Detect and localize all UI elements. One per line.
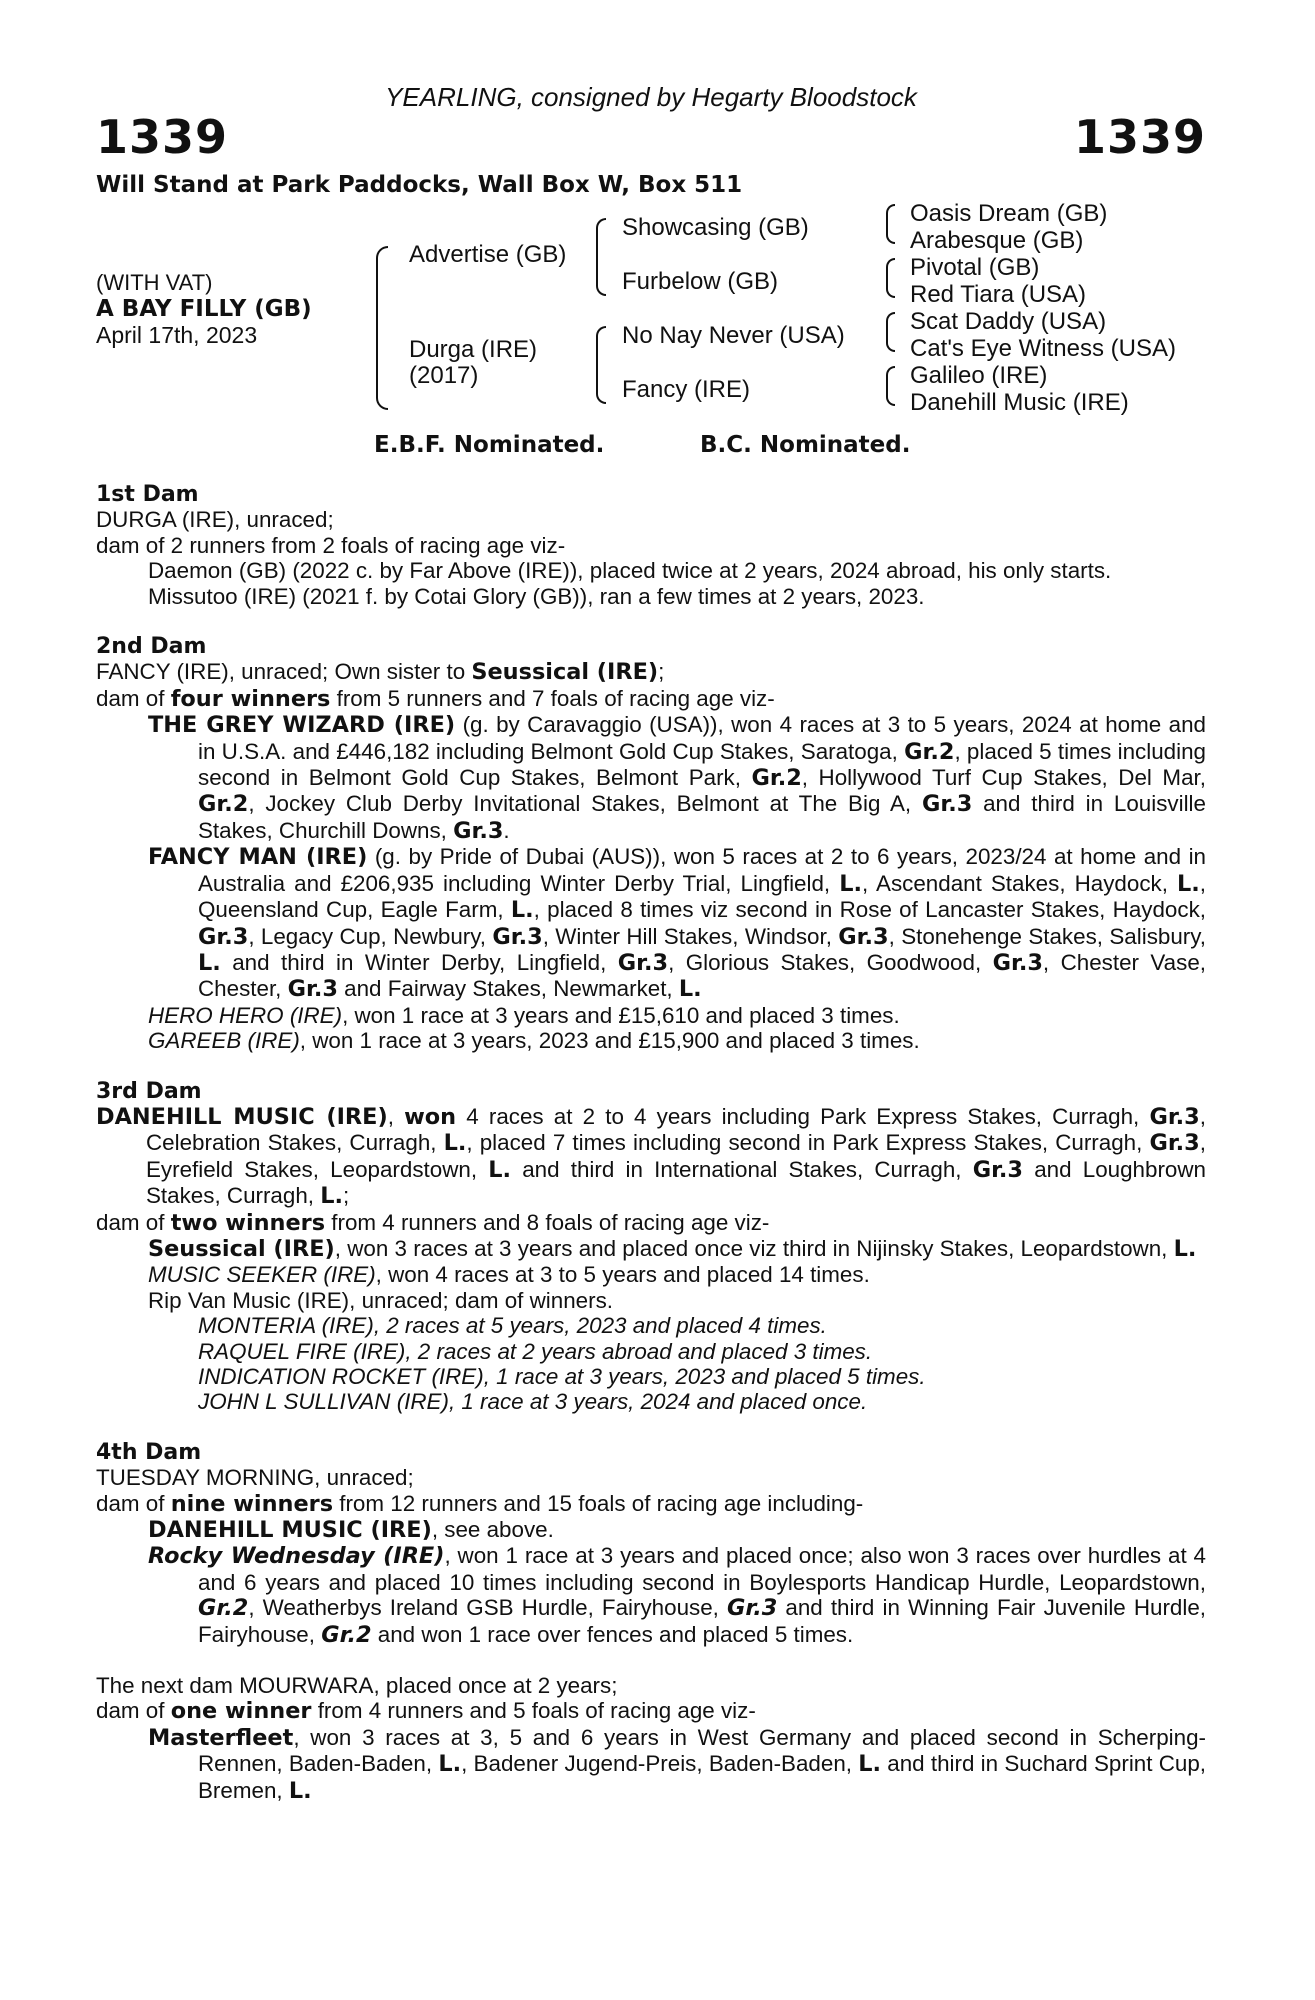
pedigree-sire-dam: Furbelow (GB) [622, 268, 779, 295]
third-dam-line: DANEHILL MUSIC (IRE), won 4 races at 2 to 4 years including Park Express Stakes, Curragh, Gr.3, Celebration Stakes, Curragh, L., placed 7 times including second in Park Express Stakes, Curragh, Gr.3, Eyrefield Stakes, Leopardstown, L. and third in International Stakes, Curragh, Gr.3 and Loughbrown Stakes, Curragh, L.; [96, 1103, 1206, 1210]
produce-daemon: Daemon (GB) (2022 c. by Far Above (IRE)), placed twice at 2 years, 2024 abroad, his only starts. [148, 558, 1112, 584]
first-dam-section [96, 482, 1206, 609]
lot-number-left: 1339 [96, 110, 229, 164]
lot-number-right: 1339 [1073, 110, 1206, 164]
produce-the-grey-wizard: THE GREY WIZARD (IRE) (g. by Caravaggio (USA)), won 4 races at 3 to 5 years, 2024 at home and in U.S.A. and £446,182 including Belmont Gold Cup Stakes, Saratoga, Gr.2, placed 5 times including second in Belmont Gold Cup Stakes, Belmont Park, Gr.2, Hollywood Turf Cup Stakes, Del Mar, Gr.2, Jockey Club Derby Invitational Stakes, Belmont at The Big A, Gr.3 and third in Louisville Stakes, Churchill Downs, Gr.3. [148, 712, 1207, 844]
third-dam-heading: 3rd Dam [96, 1078, 202, 1104]
second-dam-line: FANCY (IRE), unraced; Own sister to Seussical (IRE); [96, 659, 665, 686]
ebf-nominated: E.B.F. Nominated. [374, 432, 605, 458]
produce-indication-rocket: INDICATION ROCKET (IRE), 1 race at 3 years, 2023 and placed 5 times. [198, 1364, 926, 1389]
horse-name: A BAY FILLY (GB) [96, 296, 312, 322]
pedigree-dam: Durga (IRE) [409, 336, 538, 363]
fourth-dam-foals: dam of nine winners from 12 runners and 15 foals of racing age including- [96, 1490, 864, 1517]
fourth-dam-heading: 4th Dam [96, 1439, 202, 1465]
next-dam-section [96, 1673, 1206, 1804]
produce-seussical: Seussical (IRE), won 3 races at 3 years and placed once viz third in Nijinsky Stakes, Leopardstown, L. [148, 1235, 1197, 1262]
produce-danehill-music: DANEHILL MUSIC (IRE), see above. [148, 1517, 554, 1544]
produce-fancy-man: FANCY MAN (IRE) (g. by Pride of Dubai (AUS)), won 5 races at 2 to 6 years, 2023/24 at home and in Australia and £206,935 including Winter Derby Trial, Lingfield, L., Ascendant Stakes, Haydock, L., Queensland Cup, Eagle Farm, L., placed 8 times viz second in Rose of Lancaster Stakes, Haydock, Gr.3, Legacy Cup, Newbury, Gr.3, Winter Hill Stakes, Windsor, Gr.3, Stonehenge Stakes, Salisbury, L. and third in Winter Derby, Lingfield, Gr.3, Glorious Stakes, Goodwood, Gr.3, Chester Vase, Chester, Gr.3 and Fairway Stakes, Newmarket, L. [148, 844, 1207, 1003]
third-dam-section [96, 1079, 1206, 1415]
pedigree-dss: Scat Daddy (USA) [910, 308, 1107, 335]
pedigree-ddd: Danehill Music (IRE) [910, 389, 1129, 416]
produce-rocky-wednesday: Rocky Wednesday (IRE), won 1 race at 3 years and placed once; also won 3 races over hurdles at 4 and 6 years and placed 10 times including second in Boylesports Handicap Hurdle, Leopardstown, Gr.2, Weatherbys Ireland GSB Hurdle, Fairyhouse, Gr.3 and third in Winning Fair Juvenile Hurdle, Fairyhouse, Gr.2 and won 1 race over fences and placed 5 times. [148, 1543, 1207, 1648]
vat-note: (WITH VAT) [96, 270, 213, 295]
pedigree-brace-sd [886, 258, 895, 298]
pedigree-dam-dam: Fancy (IRE) [622, 376, 751, 403]
pedigree-sss: Oasis Dream (GB) [910, 200, 1108, 227]
fourth-dam-line: TUESDAY MORNING, unraced; [96, 1465, 414, 1491]
second-dam-section [96, 634, 1206, 1054]
pedigree-dam-sire: No Nay Never (USA) [622, 322, 845, 349]
pedigree-ssd: Arabesque (GB) [910, 227, 1084, 254]
next-dam-foals: dam of one winner from 4 runners and 5 foals of racing age viz- [96, 1698, 756, 1725]
fourth-dam-section [96, 1440, 1206, 1648]
produce-hero-hero: HERO HERO (IRE), won 1 race at 3 years and £15,610 and placed 3 times. [148, 1002, 900, 1028]
produce-gareeb: GAREEB (IRE), won 1 race at 3 years, 2023 and £15,900 and placed 3 times. [148, 1028, 920, 1054]
first-dam-line: DURGA (IRE), unraced; [96, 507, 334, 533]
pedigree-sds: Pivotal (GB) [910, 254, 1040, 281]
pedigree-brace-sire [596, 218, 606, 296]
pedigree-brace-main [376, 246, 388, 410]
produce-missutoo: Missutoo (IRE) (2021 f. by Cotai Glory (GB)), ran a few times at 2 years, 2023. [148, 583, 925, 609]
pedigree-sdd: Red Tiara (USA) [910, 281, 1087, 308]
pedigree-brace-ds [886, 312, 895, 352]
second-dam-foals: dam of four winners from 5 runners and 7 foals of racing age viz- [96, 685, 775, 712]
pedigree-dsd: Cat's Eye Witness (USA) [910, 335, 1176, 362]
produce-music-seeker: MUSIC SEEKER (IRE), won 4 races at 3 to 5 years and placed 14 times. [148, 1262, 870, 1288]
produce-monteria: MONTERIA (IRE), 2 races at 5 years, 2023 and placed 4 times. [198, 1313, 827, 1339]
second-dam-heading: 2nd Dam [96, 634, 207, 660]
pedigree-brace-dam [596, 326, 606, 404]
pedigree-dam-year: (2017) [409, 362, 479, 389]
third-dam-foals: dam of two winners from 4 runners and 8 foals of racing age viz- [96, 1209, 770, 1236]
pedigree-sire: Advertise (GB) [409, 241, 567, 268]
produce-masterfleet: Masterfleet, won 3 races at 3, 5 and 6 years in West Germany and placed second in Scherping-Rennen, Baden-Baden, L., Badener Jugend-Preis, Baden-Baden, L. and third in Suchard Sprint Cup, Bremen, L. [148, 1724, 1206, 1804]
bc-nominated: B.C. Nominated. [700, 432, 911, 458]
next-dam-line: The next dam MOURWARA, placed once at 2 years; [96, 1673, 618, 1699]
pedigree-sire-sire: Showcasing (GB) [622, 214, 809, 241]
produce-rip-van-music: Rip Van Music (IRE), unraced; dam of winners. [148, 1287, 613, 1313]
consignor-header: YEARLING, consigned by Hegarty Bloodstock [385, 82, 917, 112]
pedigree-dds: Galileo (IRE) [910, 362, 1048, 389]
stand-location: Will Stand at Park Paddocks, Wall Box W, Box 511 [96, 172, 743, 198]
first-dam-foals: dam of 2 runners from 2 foals of racing age viz- [96, 532, 566, 558]
produce-raquel-fire: RAQUEL FIRE (IRE), 2 races at 2 years abroad and placed 3 times. [198, 1338, 873, 1364]
pedigree-brace-ss [886, 204, 895, 244]
produce-john-l-sullivan: JOHN L SULLIVAN (IRE), 1 race at 3 years, 2024 and placed once. [198, 1389, 868, 1415]
first-dam-heading: 1st Dam [96, 482, 199, 507]
produce-record [96, 482, 1206, 1804]
horse-dob: April 17th, 2023 [96, 322, 258, 348]
pedigree-brace-dd [886, 366, 895, 406]
